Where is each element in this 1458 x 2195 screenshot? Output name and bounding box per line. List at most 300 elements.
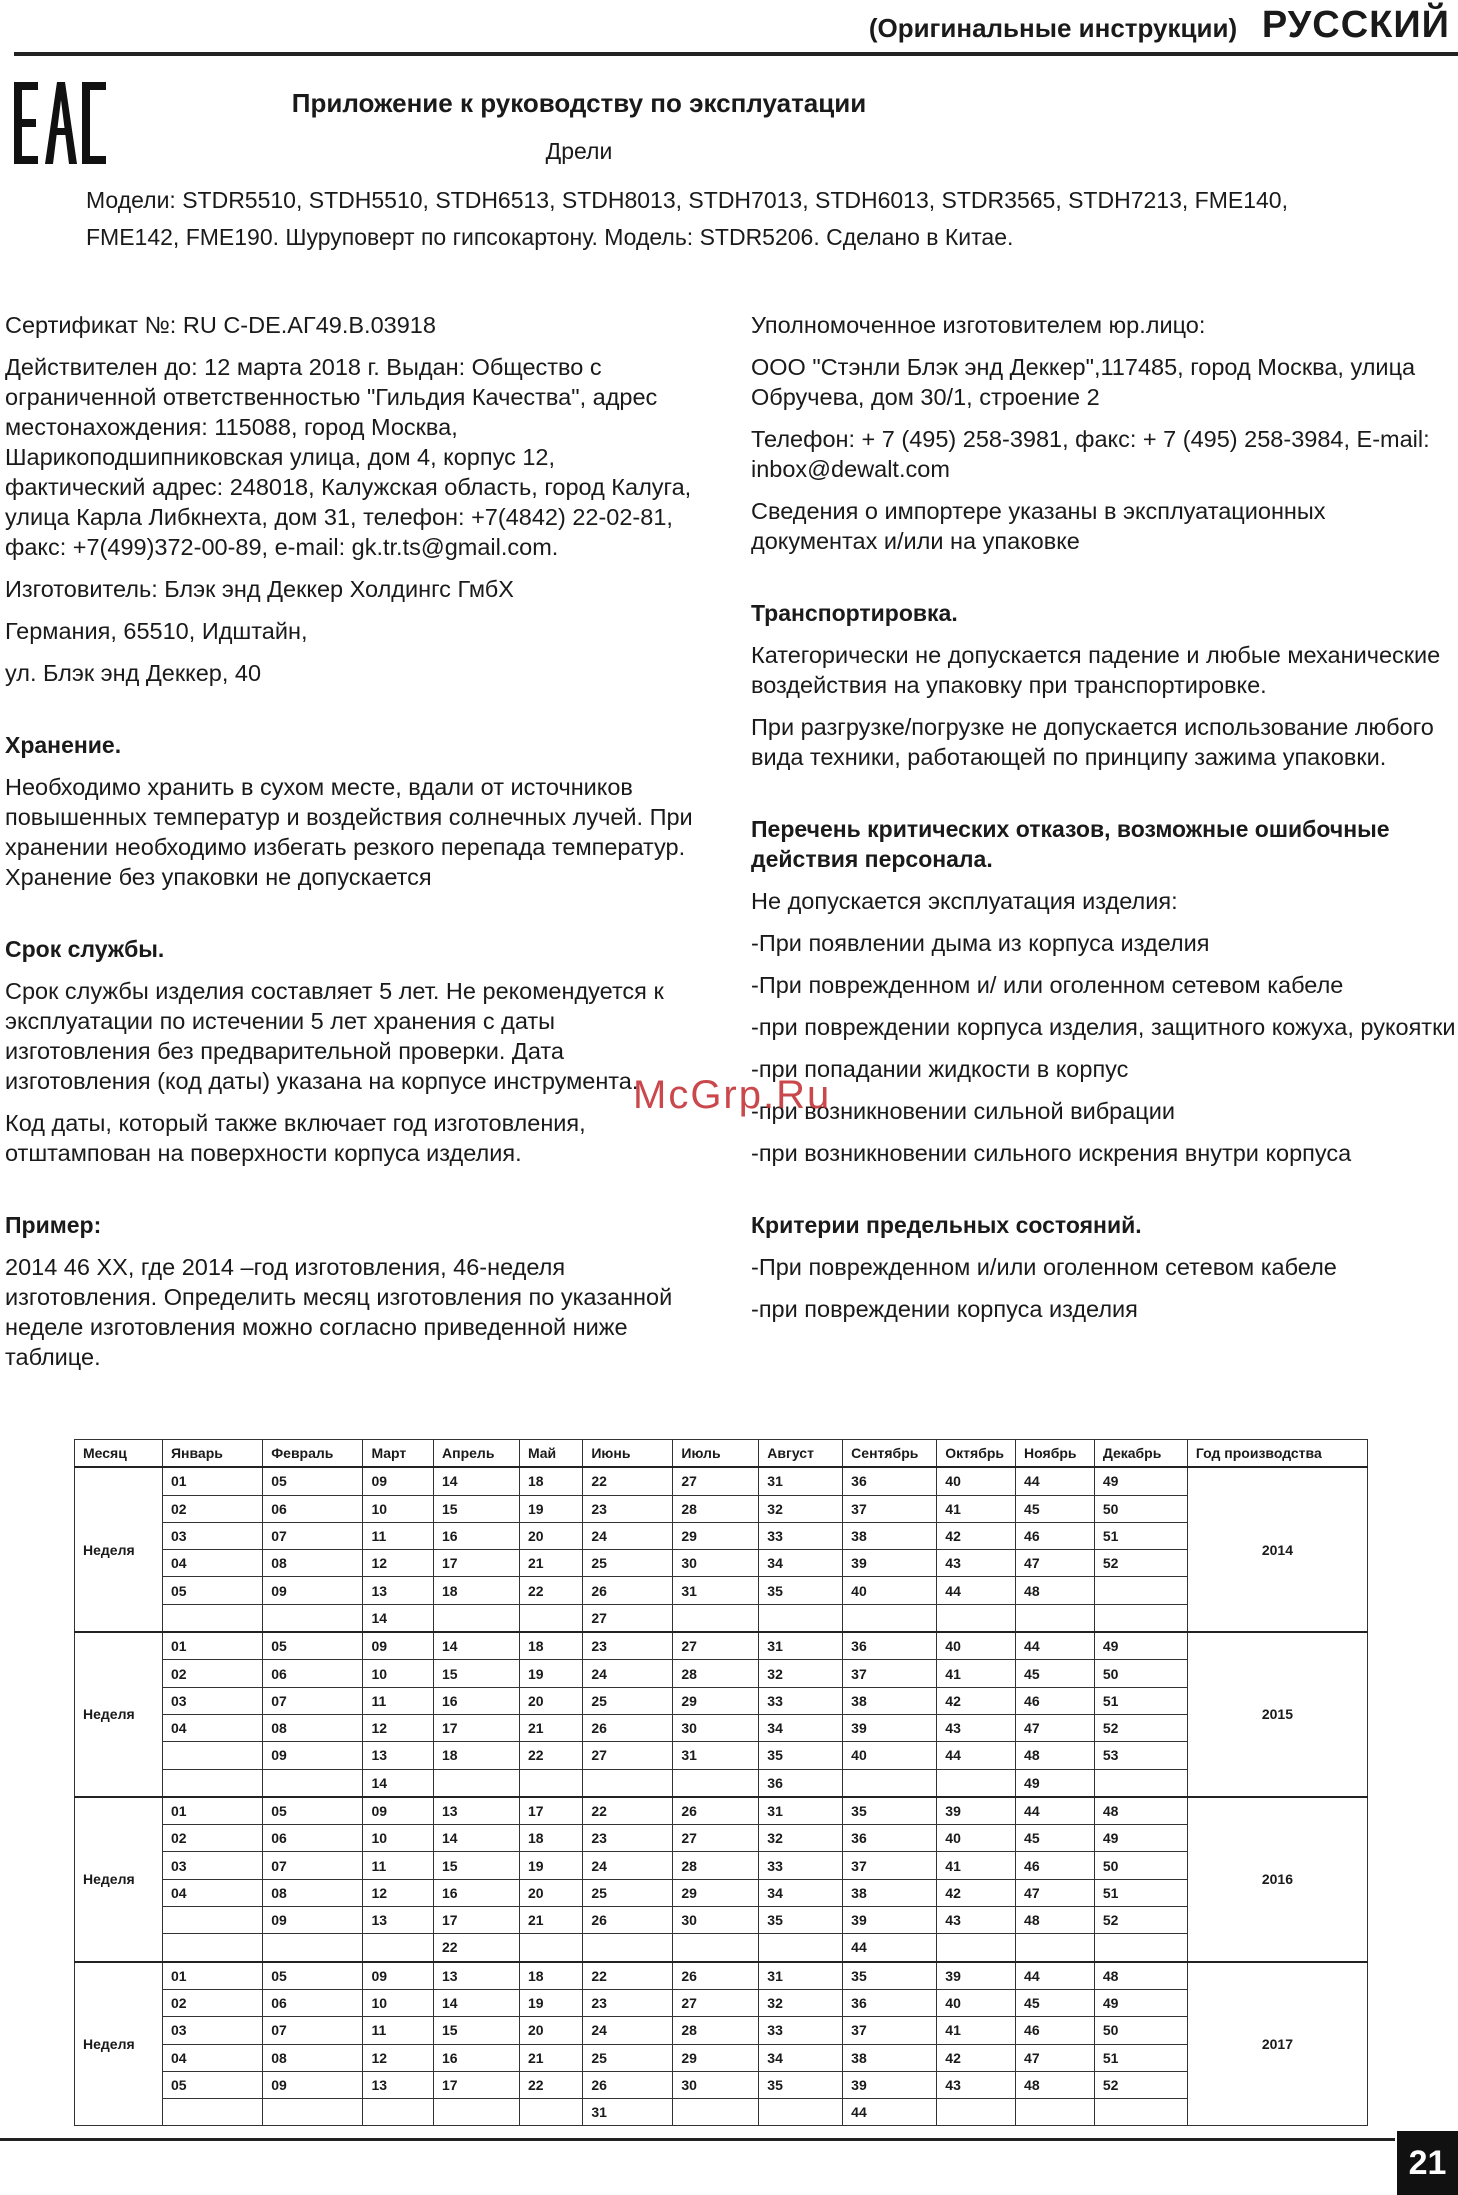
week-cell xyxy=(937,2099,1016,2126)
week-cell: 09 xyxy=(363,1962,434,1990)
criteria-item: -при повреждении корпуса изделия xyxy=(751,1296,1138,1322)
week-cell: 24 xyxy=(583,1852,673,1879)
week-cell: 35 xyxy=(759,1742,843,1769)
week-cell: 26 xyxy=(583,1714,673,1741)
week-cell: 13 xyxy=(434,1797,520,1825)
week-cell: 46 xyxy=(1016,2017,1095,2044)
week-cell: 12 xyxy=(363,1550,434,1577)
week-cell: 29 xyxy=(673,1687,759,1714)
criteria-heading: Критерии предельных состояний. xyxy=(751,1212,1142,1238)
week-cell xyxy=(363,2099,434,2126)
week-cell: 35 xyxy=(759,1907,843,1934)
week-cell: 43 xyxy=(937,1550,1016,1577)
week-cell: 30 xyxy=(673,2071,759,2098)
week-cell: 38 xyxy=(843,1879,937,1906)
certificate-text: Сертификат №: RU C-DE.АГ49.В.03918 xyxy=(5,312,436,338)
week-cell: 47 xyxy=(1016,2044,1095,2071)
week-cell: 06 xyxy=(263,1825,363,1852)
left-column xyxy=(5,310,695,1384)
week-cell: 23 xyxy=(583,1495,673,1522)
week-cell: 13 xyxy=(363,1742,434,1769)
table-row xyxy=(75,1467,1368,1495)
week-cell: 48 xyxy=(1094,1962,1187,1990)
week-cell xyxy=(519,2099,582,2126)
week-cell: 04 xyxy=(162,2044,262,2071)
week-cell: 05 xyxy=(263,1797,363,1825)
header-cell: Месяц xyxy=(75,1440,163,1468)
week-cell: 39 xyxy=(843,1550,937,1577)
table-row xyxy=(75,1879,1368,1906)
header-cell: Май xyxy=(519,1440,582,1468)
week-cell: 37 xyxy=(843,1852,937,1879)
week-cell: 42 xyxy=(937,1522,1016,1549)
week-cell: 13 xyxy=(434,1962,520,1990)
year-cell: 2014 xyxy=(1187,1467,1367,1632)
week-cell: 11 xyxy=(363,1852,434,1879)
week-cell: 31 xyxy=(673,1742,759,1769)
table-row xyxy=(75,1742,1368,1769)
week-cell: 03 xyxy=(162,2017,262,2044)
week-cell: 12 xyxy=(363,1714,434,1741)
week-cell: 33 xyxy=(759,1687,843,1714)
week-cell: 29 xyxy=(673,1879,759,1906)
week-cell: 52 xyxy=(1094,1714,1187,1741)
week-cell xyxy=(162,1907,262,1934)
transport-heading: Транспортировка. xyxy=(751,600,958,626)
week-cell: 11 xyxy=(363,1522,434,1549)
week-cell: 22 xyxy=(519,1577,582,1604)
week-cell: 14 xyxy=(434,1825,520,1852)
week-cell: 15 xyxy=(434,2017,520,2044)
table-row xyxy=(75,2071,1368,2098)
week-cell: 16 xyxy=(434,2044,520,2071)
week-cell: 22 xyxy=(583,1797,673,1825)
failures-intro-text: Не допускается эксплуатация изделия: xyxy=(751,888,1178,914)
week-cell xyxy=(759,1934,843,1962)
week-cell: 03 xyxy=(162,1687,262,1714)
week-cell: 27 xyxy=(673,1989,759,2016)
week-cell: 29 xyxy=(673,1522,759,1549)
table-row xyxy=(75,1989,1368,2016)
week-cell xyxy=(937,1604,1016,1632)
week-cell: 40 xyxy=(843,1742,937,1769)
week-cell: 37 xyxy=(843,2017,937,2044)
week-cell: 14 xyxy=(434,1989,520,2016)
week-cell: 36 xyxy=(843,1632,937,1660)
week-cell xyxy=(673,1604,759,1632)
page-header xyxy=(14,0,1458,56)
week-cell: 36 xyxy=(843,1989,937,2016)
week-cell: 13 xyxy=(363,1577,434,1604)
week-cell: 40 xyxy=(937,1825,1016,1852)
week-cell: 06 xyxy=(263,1660,363,1687)
storage-heading: Хранение. xyxy=(5,732,122,758)
week-cell: 33 xyxy=(759,1852,843,1879)
week-cell: 15 xyxy=(434,1495,520,1522)
week-cell: 50 xyxy=(1094,1852,1187,1879)
week-cell: 35 xyxy=(759,2071,843,2098)
certificate-validity-text: Действителен до: 12 марта 2018 г. Выдан: Общество с ограниченной ответственностью "Гильдия Качества", адрес местонахождения: 115088, город Москва, Шарикоподшипниковская улица, дом 4, корпус 12, фактический адрес: 248018, Калужская область, город Калуга, улица Карла Либкнехта, дом 31, телефон: +7(4842) 22-02-81, факс: +7(499)372-00-89, e-mail: gk.tr.ts@gmail.com. xyxy=(5,354,692,560)
week-cell: 50 xyxy=(1094,2017,1187,2044)
week-cell: 15 xyxy=(434,1852,520,1879)
week-cell: 44 xyxy=(1016,1797,1095,1825)
week-cell xyxy=(162,2099,262,2126)
week-cell: 22 xyxy=(519,2071,582,2098)
week-cell: 30 xyxy=(673,1550,759,1577)
week-label-cell: Неделя xyxy=(75,1467,163,1632)
table-row xyxy=(75,1577,1368,1604)
header-cell: Август xyxy=(759,1440,843,1468)
year-cell: 2015 xyxy=(1187,1632,1367,1797)
failure-item: -При появлении дыма из корпуса изделия xyxy=(751,930,1210,956)
table-row xyxy=(75,2017,1368,2044)
week-cell: 05 xyxy=(263,1467,363,1495)
week-cell: 06 xyxy=(263,1495,363,1522)
week-cell: 21 xyxy=(519,2044,582,2071)
week-cell: 40 xyxy=(937,1989,1016,2016)
week-cell: 28 xyxy=(673,1852,759,1879)
week-cell: 04 xyxy=(162,1879,262,1906)
week-cell: 13 xyxy=(363,2071,434,2098)
week-cell: 09 xyxy=(363,1632,434,1660)
week-cell xyxy=(759,2099,843,2126)
week-cell: 10 xyxy=(363,1989,434,2016)
week-cell xyxy=(434,1604,520,1632)
week-cell xyxy=(519,1769,582,1797)
week-cell: 44 xyxy=(843,2099,937,2126)
week-cell: 51 xyxy=(1094,1522,1187,1549)
week-cell: 16 xyxy=(434,1687,520,1714)
company-address-text: ООО "Стэнли Блэк энд Деккер",117485, город Москва, улица Обручева, дом 30/1, строение 2 xyxy=(751,354,1416,410)
header-cell: Сентябрь xyxy=(843,1440,937,1468)
week-cell: 22 xyxy=(583,1962,673,1990)
week-cell: 05 xyxy=(263,1962,363,1990)
week-cell xyxy=(519,1934,582,1962)
week-cell: 32 xyxy=(759,1825,843,1852)
table-row xyxy=(75,1687,1368,1714)
week-cell: 45 xyxy=(1016,1660,1095,1687)
week-cell: 36 xyxy=(843,1825,937,1852)
week-cell xyxy=(673,1769,759,1797)
week-cell: 25 xyxy=(583,1879,673,1906)
week-cell: 49 xyxy=(1016,1769,1095,1797)
week-cell: 48 xyxy=(1016,1907,1095,1934)
week-cell: 49 xyxy=(1094,1989,1187,2016)
week-cell: 37 xyxy=(843,1660,937,1687)
week-cell: 24 xyxy=(583,1660,673,1687)
week-cell: 17 xyxy=(519,1797,582,1825)
week-cell: 51 xyxy=(1094,2044,1187,2071)
week-cell: 31 xyxy=(759,1962,843,1990)
week-cell: 06 xyxy=(263,1989,363,2016)
week-cell: 26 xyxy=(673,1797,759,1825)
table-row xyxy=(75,1550,1368,1577)
week-cell: 48 xyxy=(1094,1797,1187,1825)
week-cell: 31 xyxy=(759,1797,843,1825)
week-cell: 31 xyxy=(673,1577,759,1604)
failure-item: -при повреждении корпуса изделия, защитного кожуха, рукоятки xyxy=(751,1014,1456,1040)
week-cell: 46 xyxy=(1016,1852,1095,1879)
week-cell: 39 xyxy=(937,1797,1016,1825)
week-cell: 31 xyxy=(759,1467,843,1495)
week-cell xyxy=(1016,2099,1095,2126)
year-cell: 2016 xyxy=(1187,1797,1367,1962)
table-row xyxy=(75,1907,1368,1934)
week-cell: 01 xyxy=(162,1962,262,1990)
week-cell: 52 xyxy=(1094,1907,1187,1934)
week-cell: 34 xyxy=(759,1714,843,1741)
week-cell: 39 xyxy=(843,1907,937,1934)
week-cell: 47 xyxy=(1016,1879,1095,1906)
week-cell: 26 xyxy=(583,2071,673,2098)
week-cell: 27 xyxy=(583,1742,673,1769)
week-cell xyxy=(434,2099,520,2126)
week-cell: 11 xyxy=(363,1687,434,1714)
week-cell: 45 xyxy=(1016,1989,1095,2016)
week-cell: 34 xyxy=(759,1879,843,1906)
header-cell: Январь xyxy=(162,1440,262,1468)
week-cell: 32 xyxy=(759,1495,843,1522)
header-cell: Год производства xyxy=(1187,1440,1367,1468)
week-cell: 48 xyxy=(1016,2071,1095,2098)
week-cell: 22 xyxy=(434,1934,520,1962)
week-cell: 18 xyxy=(434,1577,520,1604)
failure-item: -при попадании жидкости в корпус xyxy=(751,1056,1129,1082)
table-row xyxy=(75,1797,1368,1825)
week-cell xyxy=(1094,1769,1187,1797)
week-cell: 18 xyxy=(519,1825,582,1852)
week-cell: 46 xyxy=(1016,1687,1095,1714)
week-cell xyxy=(937,1934,1016,1962)
week-cell: 16 xyxy=(434,1879,520,1906)
week-cell: 18 xyxy=(519,1467,582,1495)
week-cell: 25 xyxy=(583,1550,673,1577)
failure-item: -При поврежденном и/ или оголенном сетевом кабеле xyxy=(751,972,1344,998)
week-cell: 10 xyxy=(363,1495,434,1522)
week-cell xyxy=(263,1604,363,1632)
week-cell: 22 xyxy=(519,1742,582,1769)
week-cell: 31 xyxy=(759,1632,843,1660)
week-month-table xyxy=(74,1439,1368,2126)
week-cell xyxy=(263,2099,363,2126)
week-cell: 41 xyxy=(937,1495,1016,1522)
manufacturer-country-text: Германия, 65510, Идштайн, xyxy=(5,618,308,644)
week-cell: 42 xyxy=(937,1687,1016,1714)
week-cell xyxy=(1016,1934,1095,1962)
header-cell: Ноябрь xyxy=(1016,1440,1095,1468)
week-cell: 19 xyxy=(519,1989,582,2016)
week-cell xyxy=(1094,1604,1187,1632)
week-cell: 09 xyxy=(263,1742,363,1769)
table-row xyxy=(75,1769,1368,1797)
week-cell: 23 xyxy=(583,1632,673,1660)
week-cell: 27 xyxy=(673,1467,759,1495)
page-number: 21 xyxy=(1397,2131,1458,2195)
week-label-cell: Неделя xyxy=(75,1632,163,1797)
manufacturer-street-text: ул. Блэк энд Деккер, 40 xyxy=(5,660,262,686)
week-cell xyxy=(1094,1934,1187,1962)
week-cell: 52 xyxy=(1094,2071,1187,2098)
week-cell: 49 xyxy=(1094,1825,1187,1852)
week-cell: 41 xyxy=(937,1660,1016,1687)
week-cell xyxy=(1094,2099,1187,2126)
storage-text: Необходимо хранить в сухом месте, вдали от источников повышенных температур и воздействия солнечных лучей. При хранении необходимо избегать резкого перепада температур. Хранение без упаковки не допускается xyxy=(5,774,693,890)
week-cell: 38 xyxy=(843,2044,937,2071)
week-cell: 30 xyxy=(673,1907,759,1934)
table-row xyxy=(75,1660,1368,1687)
week-cell: 17 xyxy=(434,1907,520,1934)
week-cell xyxy=(263,1769,363,1797)
week-cell: 02 xyxy=(162,1825,262,1852)
week-cell: 48 xyxy=(1016,1577,1095,1604)
week-cell: 49 xyxy=(1094,1467,1187,1495)
table-row xyxy=(75,2044,1368,2071)
criteria-item: -При поврежденном и/или оголенном сетевом кабеле xyxy=(751,1254,1337,1280)
document-title: Приложение к руководству по эксплуатации xyxy=(291,88,867,118)
week-cell: 18 xyxy=(519,1632,582,1660)
week-cell: 19 xyxy=(519,1660,582,1687)
week-cell: 19 xyxy=(519,1852,582,1879)
week-cell: 08 xyxy=(263,1550,363,1577)
week-cell: 14 xyxy=(434,1467,520,1495)
transport-text-1: Категорически не допускается падение и любые механические воздействия на упаковку при транспортировке. xyxy=(751,642,1441,698)
week-cell: 05 xyxy=(162,2071,262,2098)
week-cell: 32 xyxy=(759,1989,843,2016)
date-code-text: Код даты, который также включает год изготовления, отштампован на поверхности корпуса изделия. xyxy=(5,1110,586,1166)
authorized-rep-label: Уполномоченное изготовителем юр.лицо: xyxy=(751,312,1206,338)
week-cell: 42 xyxy=(937,2044,1016,2071)
table-row xyxy=(75,1825,1368,1852)
week-cell: 05 xyxy=(263,1632,363,1660)
week-cell: 43 xyxy=(937,1907,1016,1934)
week-cell: 08 xyxy=(263,1879,363,1906)
week-cell: 20 xyxy=(519,1687,582,1714)
week-cell: 42 xyxy=(937,1879,1016,1906)
header-cell: Октябрь xyxy=(937,1440,1016,1468)
table-row xyxy=(75,1714,1368,1741)
week-cell: 09 xyxy=(363,1797,434,1825)
week-cell: 07 xyxy=(263,1852,363,1879)
week-cell xyxy=(263,1934,363,1962)
week-cell: 28 xyxy=(673,1495,759,1522)
header-cell: Июнь xyxy=(583,1440,673,1468)
week-cell xyxy=(673,2099,759,2126)
week-cell: 03 xyxy=(162,1522,262,1549)
week-cell: 27 xyxy=(673,1632,759,1660)
week-cell: 38 xyxy=(843,1522,937,1549)
table-body xyxy=(75,1467,1368,2126)
week-cell: 44 xyxy=(1016,1467,1095,1495)
week-cell: 51 xyxy=(1094,1687,1187,1714)
week-cell: 47 xyxy=(1016,1550,1095,1577)
header-original-label: (Оригинальные инструкции) xyxy=(868,13,1238,43)
week-cell xyxy=(1016,1604,1095,1632)
models-paragraph: Модели: STDR5510, STDH5510, STDH6513, STDH8013, STDH7013, STDH6013, STDR3565, STDH7213, FME140, FME142, FME190. Шуруповерт по гипсокартону. Модель: STDR5206. Сделано в Китае. xyxy=(86,187,1288,250)
week-cell: 04 xyxy=(162,1550,262,1577)
week-cell: 44 xyxy=(1016,1962,1095,1990)
week-cell: 49 xyxy=(1094,1632,1187,1660)
week-cell: 53 xyxy=(1094,1742,1187,1769)
week-cell: 27 xyxy=(583,1604,673,1632)
week-cell: 21 xyxy=(519,1714,582,1741)
week-cell: 02 xyxy=(162,1989,262,2016)
week-cell xyxy=(673,1934,759,1962)
week-cell: 14 xyxy=(363,1769,434,1797)
week-cell: 40 xyxy=(937,1632,1016,1660)
week-cell xyxy=(519,1604,582,1632)
week-cell: 28 xyxy=(673,1660,759,1687)
week-cell: 16 xyxy=(434,1522,520,1549)
week-cell: 09 xyxy=(363,1467,434,1495)
week-cell xyxy=(162,1769,262,1797)
week-cell: 36 xyxy=(759,1769,843,1797)
week-cell: 20 xyxy=(519,1879,582,1906)
table-row xyxy=(75,1962,1368,1990)
week-cell xyxy=(363,1934,434,1962)
week-cell: 26 xyxy=(583,1907,673,1934)
table-header-row xyxy=(75,1440,1368,1468)
week-cell: 30 xyxy=(673,1714,759,1741)
week-cell: 21 xyxy=(519,1907,582,1934)
week-cell: 24 xyxy=(583,1522,673,1549)
week-cell: 32 xyxy=(759,1660,843,1687)
week-cell: 34 xyxy=(759,2044,843,2071)
week-cell: 48 xyxy=(1016,1742,1095,1769)
service-life-heading: Срок службы. xyxy=(5,936,165,962)
week-cell: 02 xyxy=(162,1660,262,1687)
week-cell: 14 xyxy=(363,1604,434,1632)
week-cell: 01 xyxy=(162,1467,262,1495)
week-cell: 39 xyxy=(843,2071,937,2098)
week-cell: 43 xyxy=(937,2071,1016,2098)
week-cell: 47 xyxy=(1016,1714,1095,1741)
week-cell: 40 xyxy=(843,1577,937,1604)
week-cell: 04 xyxy=(162,1714,262,1741)
header-cell: Июль xyxy=(673,1440,759,1468)
week-cell: 52 xyxy=(1094,1550,1187,1577)
week-cell xyxy=(162,1742,262,1769)
week-cell: 33 xyxy=(759,1522,843,1549)
week-cell: 13 xyxy=(363,1907,434,1934)
week-cell xyxy=(843,1604,937,1632)
week-cell xyxy=(583,1934,673,1962)
week-cell: 20 xyxy=(519,2017,582,2044)
week-cell: 44 xyxy=(843,1934,937,1962)
header-cell: Апрель xyxy=(434,1440,520,1468)
week-cell: 43 xyxy=(937,1714,1016,1741)
week-cell xyxy=(937,1769,1016,1797)
week-cell: 39 xyxy=(843,1714,937,1741)
week-cell: 21 xyxy=(519,1550,582,1577)
week-cell: 14 xyxy=(434,1632,520,1660)
week-cell: 07 xyxy=(263,2017,363,2044)
week-cell: 24 xyxy=(583,2017,673,2044)
week-cell: 29 xyxy=(673,2044,759,2071)
week-cell: 25 xyxy=(583,2044,673,2071)
week-cell: 17 xyxy=(434,1714,520,1741)
week-cell: 05 xyxy=(162,1577,262,1604)
document-subtitle: Дрели xyxy=(545,138,613,164)
week-cell: 11 xyxy=(363,2017,434,2044)
week-cell xyxy=(162,1604,262,1632)
week-cell: 15 xyxy=(434,1660,520,1687)
table-row xyxy=(75,1934,1368,1962)
week-cell: 44 xyxy=(937,1742,1016,1769)
week-cell: 03 xyxy=(162,1852,262,1879)
week-cell: 31 xyxy=(583,2099,673,2126)
week-cell xyxy=(843,1769,937,1797)
week-cell: 07 xyxy=(263,1687,363,1714)
